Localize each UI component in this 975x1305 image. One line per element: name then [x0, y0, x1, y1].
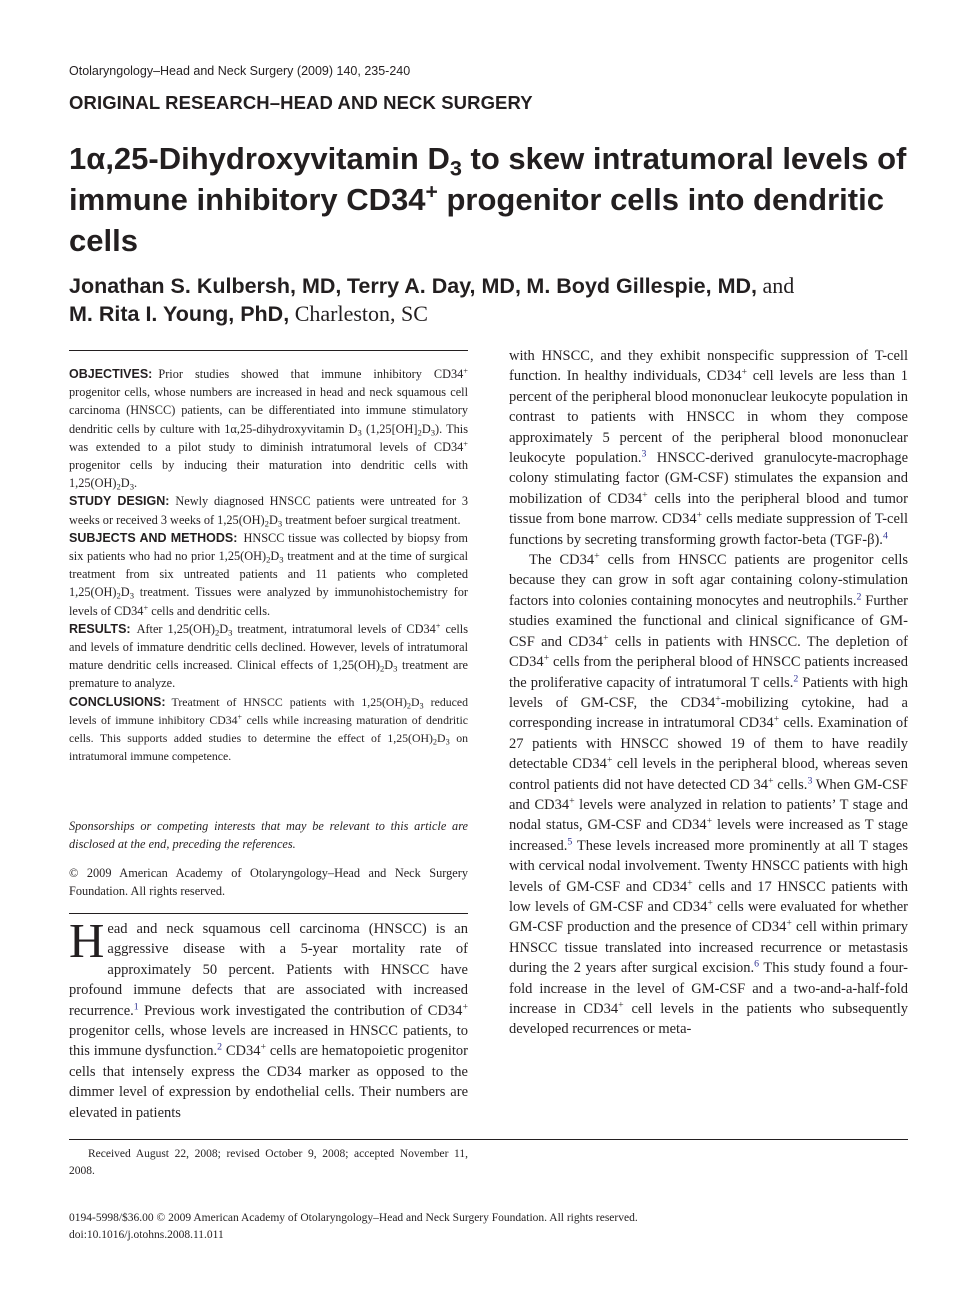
author-list: Jonathan S. Kulbersh, MD, Terry A. Day, MD, M. Boyd Gillespie, MD, and M. Rita I. Young, PhD, Charleston, SC — [69, 273, 795, 326]
author: Terry A. Day, MD, — [346, 274, 521, 298]
doi[interactable]: doi:10.1016/j.otohns.2008.11.011 — [69, 1229, 224, 1241]
abstract-study-design: STUDY DESIGN: Newly diagnosed HNSCC patients were untreated for 3 weeks or received 3 weeks of $1,25(OH)_2D_3$ treatment befoer surgical treatment. — [69, 494, 468, 529]
citation-link[interactable]: 2 — [856, 591, 862, 603]
sponsorship-note: Sponsorships or competing interests that may be relevant to this article are disclosed at the end, preceding the references. — [69, 819, 468, 852]
footer-rule — [69, 1139, 908, 1140]
citation-link[interactable]: 1 — [133, 1001, 139, 1013]
citation-link[interactable]: 5 — [567, 836, 573, 848]
author-location: Charleston, SC — [294, 301, 428, 326]
body-top-rule — [69, 913, 468, 914]
author: M. Boyd Gillespie, MD, — [526, 274, 757, 298]
paragraph: with HNSCC, and they exhibit nonspecific suppression of T-cell function. In healthy individuals, CD34+ cell levels are less than 1 percent of the peripheral blood mononuclear leukocyte population in contrast to patients with HNSCC in whom they compose approximately 5 percent of the peripheral blood mononuclear leukocyte population.$^3$ HNSCC-derived granulocyte-macrophage colony stimulating factor (GM-CSF) stimulates the expansion and mobilization of CD34+ cells into the peripheral blood and tumor tissue from bone marrow. CD34+ cells mediate suppression of T-cell functions by secreting transforming growth factor-beta (TGF-β).$^4$ — [509, 348, 909, 548]
section-heading: ORIGINAL RESEARCH–HEAD AND NECK SURGERY — [69, 92, 533, 113]
abstract-subjects-methods: SUBJECTS AND METHODS: HNSCC tissue was collected by biopsy from six patients who had no prior $1,25(OH)_2D_3$ treatment and at the time of surgical treatment from six untreated patients and 11 patients who completed $1,25(OH)_2D_3$ treatment. Tissues were analyzed by immunohistochemistry for levels of CD34+ cells and dendritic cells. — [69, 530, 468, 618]
citation-link[interactable]: 2 — [217, 1042, 223, 1054]
copyright-note: © 2009 American Academy of Otolaryngology–Head and Neck Surgery Foundation. All rights reserved. — [69, 866, 468, 899]
drop-cap: H — [69, 913, 105, 968]
citation-link[interactable]: 6 — [754, 958, 760, 970]
citation-link[interactable]: 3 — [807, 775, 813, 787]
citation-link[interactable]: 2 — [793, 673, 799, 685]
author: M. Rita I. Young, PhD, — [69, 302, 290, 326]
article-title: 1α,25-Dihydroxyvitamin $D_3$ to skew intratumoral levels of immune inhibitory CD34+ progenitor cells into dendritic cells — [69, 141, 907, 258]
issn-copyright: 0194-5998/$36.00 © 2009 American Academy of Otolaryngology–Head and Neck Surgery Foundation. All rights reserved. — [69, 1212, 638, 1224]
abstract-top-rule — [69, 350, 468, 351]
body-left-column — [69, 913, 469, 1123]
abstract — [69, 365, 468, 765]
abstract-results: RESULTS: After $1,25(OH)_2D_3$ treatment, intratumoral levels of CD34+ cells and levels of immature dendritic cells declined. However, levels of intratumoral mature dendritic cells increased. Clinical effects of $1,25(OH)_2D_3$ treatment are premature to analyze. — [69, 621, 468, 691]
author: Jonathan S. Kulbersh, MD, — [69, 274, 342, 298]
body-right-column — [509, 346, 908, 1040]
abstract-conclusions: CONCLUSIONS: Treatment of HNSCC patients with $1,25(OH)_2D_3$ reduced levels of immune inhibitory CD34+ cells while increasing maturation of dendritic cells. This supports added studies to determine the effect of $1,25(OH)_2D_3$ on intratumoral immune competence. — [69, 694, 468, 764]
alpha-symbol: α — [86, 141, 106, 176]
citation-link[interactable]: 4 — [882, 530, 888, 542]
paragraph: Head and neck squamous cell carcinoma (HNSCC) is an aggressive disease with a 5-year mortality rate of approximately 50 percent. Patients with HNSCC have profound immune defects that are associated with increased recurrence.$^1$ Previous work investigated the contribution of CD34+ progenitor cells, whose levels are increased in HNSCC patients, to this immune dysfunction.$^2$ CD34+ cells are hematopoietic progenitor cells that intensely express the CD34 marker as opposed to the dimmer level of expression by endothelial cells. Their numbers are elevated in patients — [69, 913, 469, 1121]
received-dates: Received August 22, 2008; revised October 9, 2008; accepted November 11, 2008. — [69, 1148, 468, 1177]
issn-block — [69, 1210, 638, 1244]
abstract-objectives: OBJECTIVES: Prior studies showed that immune inhibitory CD34+ progenitor cells, whose numbers are increased in head and neck squamous cell carcinoma (HNSCC) patients, can be differentiated into immune stimulatory dendritic cells by culture with 1α,25-dihydroxyvitamin $D_3$ $(1,25[OH]_2D_3)$. This was extended to a pilot study to diminish intratumoral levels of CD34+ progenitor cells by inducing their maturation into dendritic cells with $1,25(OH)_2D_3$. — [69, 366, 469, 492]
paragraph: The CD34+ cells from HNSCC patients are progenitor cells because they can grow in soft agar containing colony-stimulation factors into colonies containing monocytes and neutrophils.$^2$ Further studies examined the functional and clinical significance of GM-CSF and CD34+ cells in patients with HNSCC. The depletion of CD34+ cells from the peripheral blood of HNSCC patients increased the proliferative capacity of intratumoral T cells.$^2$ Patients with high levels of GM-CSF, the CD34+-mobilizing cytokine, had a corresponding increase in intratumoral CD34+ cells. Examination of 27 patients with HNSCC showed 19 of them to have readily detectable CD34+ cell levels in the peripheral blood, whereas seven control patients did not have detected CD 34+ cells.$^3$ When GM-CSF and CD34+ levels were analyzed in relation to patients’ T stage and nodal status, GM-CSF and CD34+ levels were increased as T stage increased.$^5$ These levels increased more prominently at all T stages with cervical nodal involvement. Twenty HNSCC patients with high levels of GM-CSF and CD34+ cells and 17 HNSCC patients with low levels of GM-CSF and CD34+ cells were evaluated for whether GM-CSF production and the presence of CD34+ cell within primary HNSCC tissue translated into increased recurrence or metastasis during the 2 years after surgical excision.$^6$ This study found a four-fold increase in the level of GM-CSF and a two-and-a-half-fold increase in CD34+ cell levels in the patients who subsequently developed recurrences or meta- — [509, 550, 908, 1038]
citation-link[interactable]: 3 — [641, 448, 647, 460]
journal-citation: Otolaryngology–Head and Neck Surgery (2009) 140, 235-240 — [69, 64, 411, 78]
